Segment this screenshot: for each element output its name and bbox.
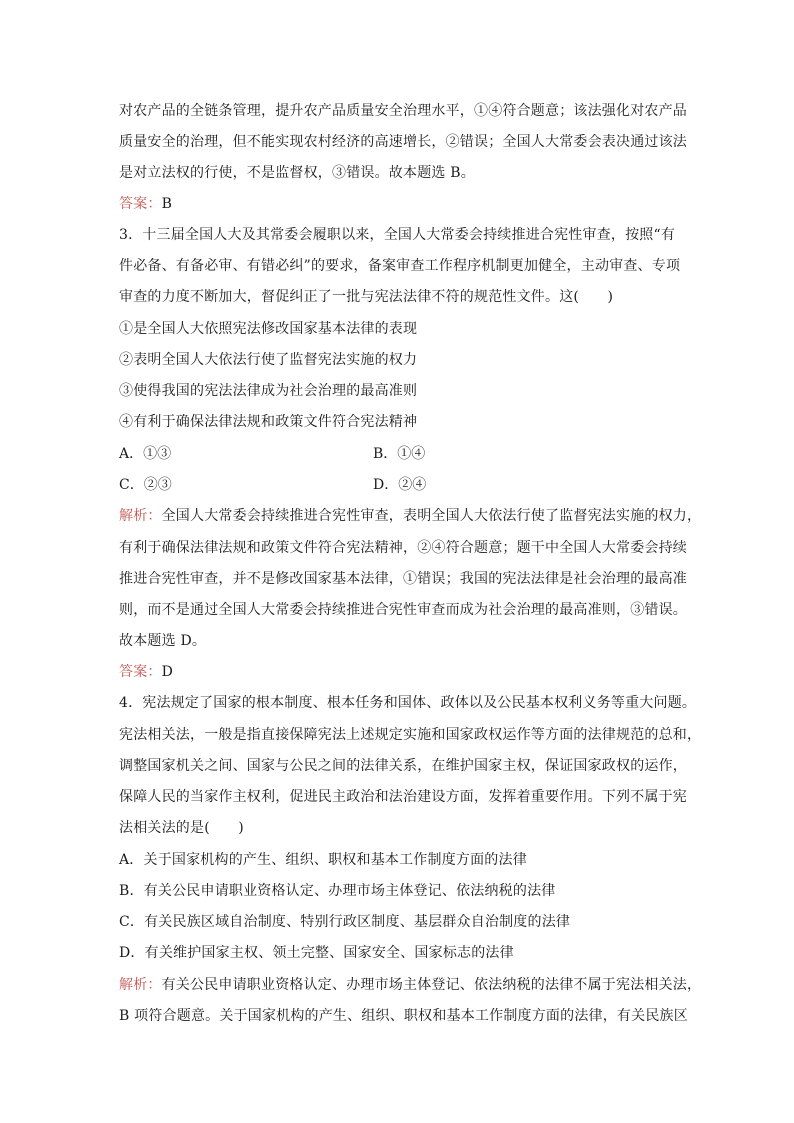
analysis-line: 对农产品的全链条管理，提升农产品质量安全治理水平，①④符合题意；该法强化对农产品 <box>119 103 687 119</box>
option-d: D．②④ <box>373 477 427 493</box>
question-stem-line: 调整国家机关之间、国家与公民之间的法律关系，在维护国家主权，保证国家政权的运作， <box>119 758 687 774</box>
question-stem-line: 4．宪法规定了国家的根本制度、根本任务和国体、政体以及公民基本权利义务等重大问题。 <box>119 695 697 711</box>
statement-item: ④有利于确保法律法规和政策文件符合宪法精神 <box>119 414 418 430</box>
analysis-line <box>119 506 702 526</box>
analysis-line: 质量安全的治理，但不能实现农村经济的高速增长，②错误；全国人大常委会表决通过该法 <box>119 134 687 150</box>
option-d: D．有关维护国家主权、领土完整、国家安全、国家标志的法律 <box>119 945 514 961</box>
analysis-line: 则，而不是通过全国人大常委会持续推进合宪性审查而成为社会治理的最高准则，③错误。 <box>119 602 687 618</box>
question-stem-line: 宪法相关法，一般是指直接保障宪法上述规定实施和国家政权运作等方面的法律规范的总和， <box>119 727 702 743</box>
answer-label: 答案： <box>119 196 162 212</box>
statement-item: ①是全国人大依照宪法修改国家基本法律的表现 <box>119 321 418 337</box>
analysis-line: 故本题选 D。 <box>119 633 207 649</box>
statement-item: ③使得我国的宪法法律成为社会治理的最高准则 <box>119 383 418 399</box>
analysis-label: 解析： <box>119 977 162 993</box>
analysis-line: 推进合宪性审查，并不是修改国家基本法律，①错误；我国的宪法法律是社会治理的最高准 <box>119 571 687 587</box>
question-stem-line: 3．十三届全国人大及其常委会履职以来，全国人大常委会持续推进合宪性审查，按照“有 <box>119 227 676 243</box>
analysis-line: 是对立法权的行使，不是监督权，③错误。故本题选 B。 <box>119 165 475 181</box>
option-a: A．关于国家机构的产生、组织、职权和基本工作制度方面的法律 <box>119 852 527 868</box>
question-stem-line: 法相关法的是( ) <box>119 820 244 836</box>
question-stem-line: 保障人民的当家作主权利，促进民主政治和法治建设方面，发挥着重要作用。下列不属于宪 <box>119 789 687 805</box>
answer-line <box>119 194 689 214</box>
analysis-line: 有利于确保法律法规和政策文件符合宪法精神，②④符合题意；题干中全国人大常委会持续 <box>119 540 687 556</box>
question-stem-line: 件必备、有备必审、有错必纠”的要求，备案审查工作程序机制更加健全，主动审查、专项 <box>119 258 681 274</box>
statement-item: ②表明全国人大依法行使了监督宪法实施的权力 <box>119 352 418 368</box>
answer-value: D <box>161 664 174 680</box>
option-b: B．有关公民申请职业资格认定、办理市场主体登记、依法纳税的法律 <box>119 883 556 899</box>
analysis-line: B 项符合题意。关于国家机构的产生、组织、职权和基本工作制度方面的法律，有关民族区 <box>119 1008 688 1024</box>
option-c: C．②③ <box>119 477 172 493</box>
option-b: B．①④ <box>373 446 426 462</box>
analysis-line <box>119 975 702 995</box>
analysis-text: 有关公民申请职业资格认定、办理市场主体登记、依法纳税的法律不属于宪法相关法， <box>161 977 702 993</box>
answer-label: 答案： <box>119 664 162 680</box>
option-a: A．①③ <box>119 446 172 462</box>
answer-line <box>119 662 689 682</box>
analysis-label: 解析： <box>119 508 162 524</box>
analysis-text: 全国人大常委会持续推进合宪性审查，表明全国人大依法行使了监督宪法实施的权力， <box>161 508 702 524</box>
question-stem-line: 审查的力度不断加大，督促纠正了一批与宪法法律不符的规范性文件。这( ) <box>119 289 614 305</box>
option-c: C．有关民族区域自治制度、特别行政区制度、基层群众自治制度的法律 <box>119 914 571 930</box>
answer-value: B <box>161 196 173 212</box>
